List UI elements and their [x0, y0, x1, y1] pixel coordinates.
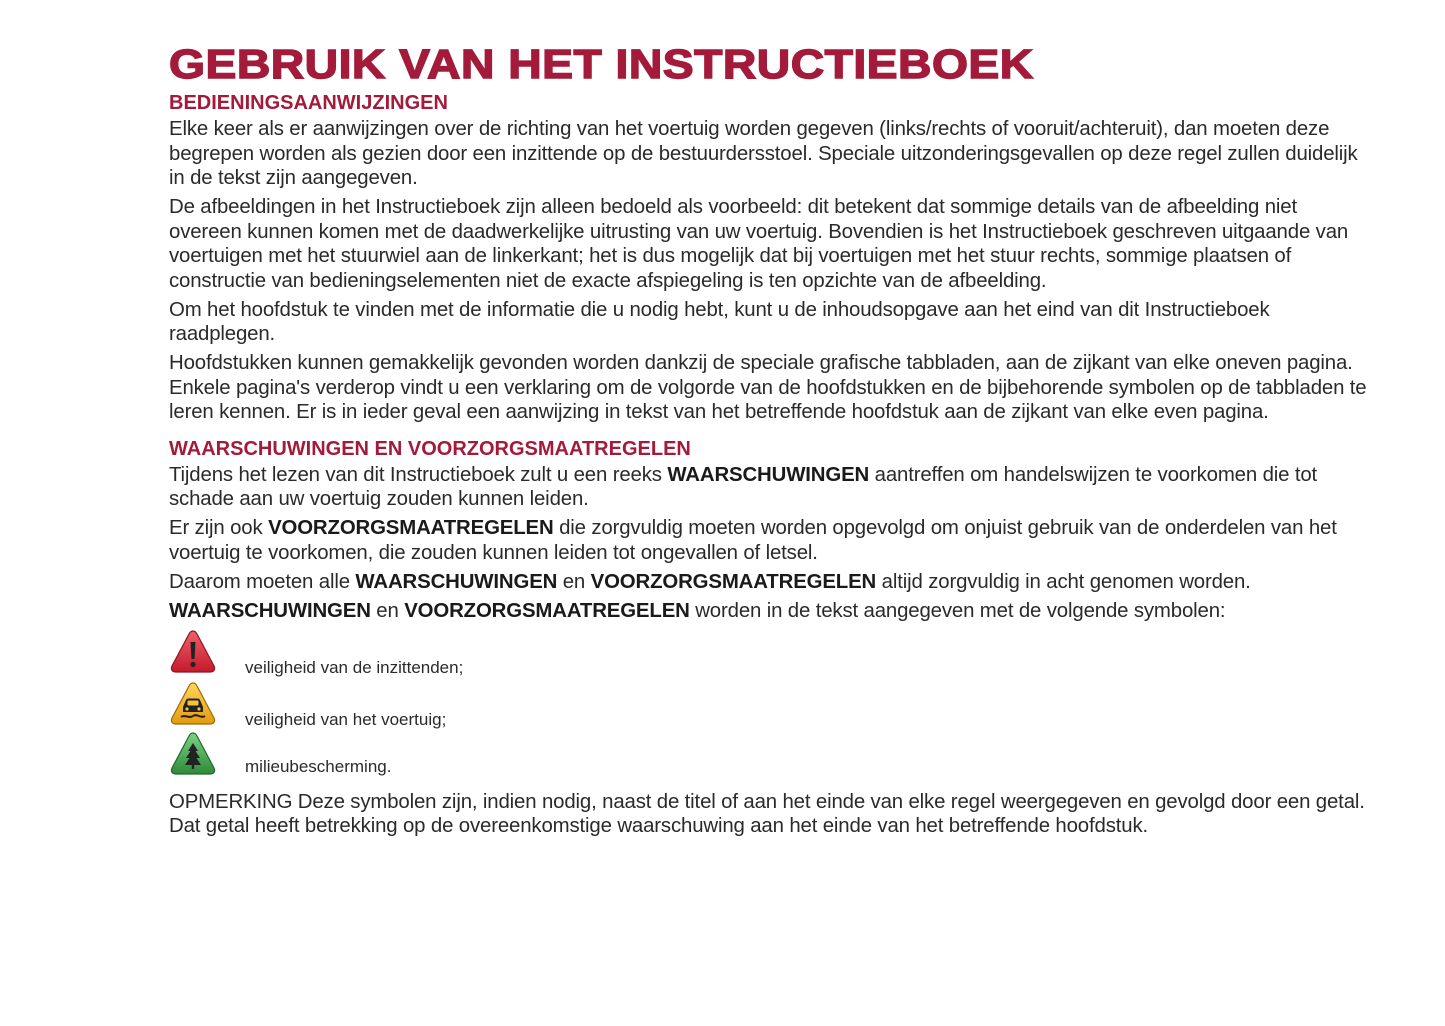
paragraph: [169, 463, 1369, 512]
paragraph: Om het hoofdstuk te vinden met de informatie die u nodig hebt, kunt u de inhoudsopgave aan het eind van dit Instructieboek raadplegen.: [169, 298, 1270, 345]
symbol-row: [169, 628, 1369, 680]
symbol-label: veiligheid van het voertuig;: [245, 709, 447, 729]
bold-term: WAARSCHUWINGEN: [169, 599, 371, 622]
paragraph: Elke keer als er aanwijzingen over de richting van het voertuig worden gegeven (links/rechts of vooruit/achteruit), dan moeten deze begrepen worden als gezien door een inzittende op de bestuurdersstoel. Speciale uitzonderingsgevallen op deze regel zullen duidelijk in de tekst zijn aangegeven.: [169, 118, 1358, 189]
warning-exclamation-icon: [169, 628, 217, 676]
text-run: worden in de tekst aangegeven met de volgende symbolen:: [689, 599, 1226, 622]
text-run: altijd zorgvuldig in acht genomen worden.: [876, 570, 1251, 593]
text-run: die zorgvuldig moeten worden opgevolgd om onjuist gebruik van de onderdelen van het voertuig te voorkomen, die zouden kunnen leiden tot ongevallen of letsel.: [169, 517, 1337, 564]
bold-term: VOORZORGSMAATREGELEN: [404, 599, 690, 622]
symbol-row: [169, 730, 1369, 782]
bold-term: VOORZORGSMAATREGELEN: [590, 570, 877, 593]
tree-icon: [169, 730, 217, 778]
text-run: en: [370, 599, 405, 622]
note-paragraph: OPMERKING Deze symbolen zijn, indien nodig, naast de titel of aan het einde van elke regel weergegeven en gevolgd door een getal. Dat getal heeft betrekking op de overeenkomstige waarschuwing aan het einde van het betreffende hoofdstuk.: [169, 790, 1365, 837]
paragraph: De afbeeldingen in het Instructieboek zijn alleen bedoeld als voorbeeld: dit betekent dat sommige details van de afbeelding niet overeen kunnen komen met de daadwerkelijke uitrusting van uw voertuig. Bovendien is het Instructieboek geschreven uitgaande van voertuigen met het stuurwiel aan de linkerkant; het is dus mogelijk dat bij voertuigen met het stuur rechts, sommige plaatsen of constructie van bedieningselementen niet de exacte afspiegeling is ten opzichte van de afbeelding.: [169, 196, 1349, 292]
document-page: [169, 42, 1369, 843]
section-heading-instructions: BEDIENINGSAANWIJZINGEN: [169, 92, 448, 114]
text-run: aantreffen om handelswijzen te voorkomen die tot schade aan uw voertuig zouden kunnen leiden.: [169, 463, 1318, 510]
bold-term: WAARSCHUWINGEN: [355, 570, 558, 593]
symbol-label: milieubescherming.: [245, 756, 392, 776]
car-skid-icon: [169, 680, 217, 728]
section-heading-warnings: WAARSCHUWINGEN EN VOORZORGSMAATREGELEN: [169, 437, 691, 460]
symbol-label: veiligheid van de inzittenden;: [245, 657, 464, 677]
paragraph: [169, 599, 1369, 624]
text-run: Tijdens het lezen van dit Instructieboek zult u een reeks: [169, 463, 668, 486]
bold-term: VOORZORGSMAATREGELEN: [268, 517, 554, 539]
text-run: Daarom moeten alle: [169, 570, 356, 593]
page-title: GEBRUIK VAN HET INSTRUCTIEBOEK: [169, 41, 1034, 87]
paragraph: Hoofdstukken kunnen gemakkelijk gevonden worden dankzij de speciale grafische tabbladen, aan de zijkant van elke oneven pagina. Enkele pagina's verderop vindt u een verklaring om de volgorde van de hoofdstukken en de bijbehorende symbolen op de tabbladen te leren kennen. Er is in ieder geval een aanwijzing in tekst van het betreffende hoofdstuk aan de zijkant van elke even pagina.: [169, 352, 1367, 423]
paragraph: [169, 570, 1369, 595]
bold-term: WAARSCHUWINGEN: [667, 463, 870, 486]
text-run: en: [557, 570, 591, 593]
symbol-list: [169, 628, 1369, 782]
symbol-row: [169, 680, 1369, 730]
text-run: Er zijn ook: [169, 517, 269, 539]
paragraph: [169, 516, 1369, 565]
